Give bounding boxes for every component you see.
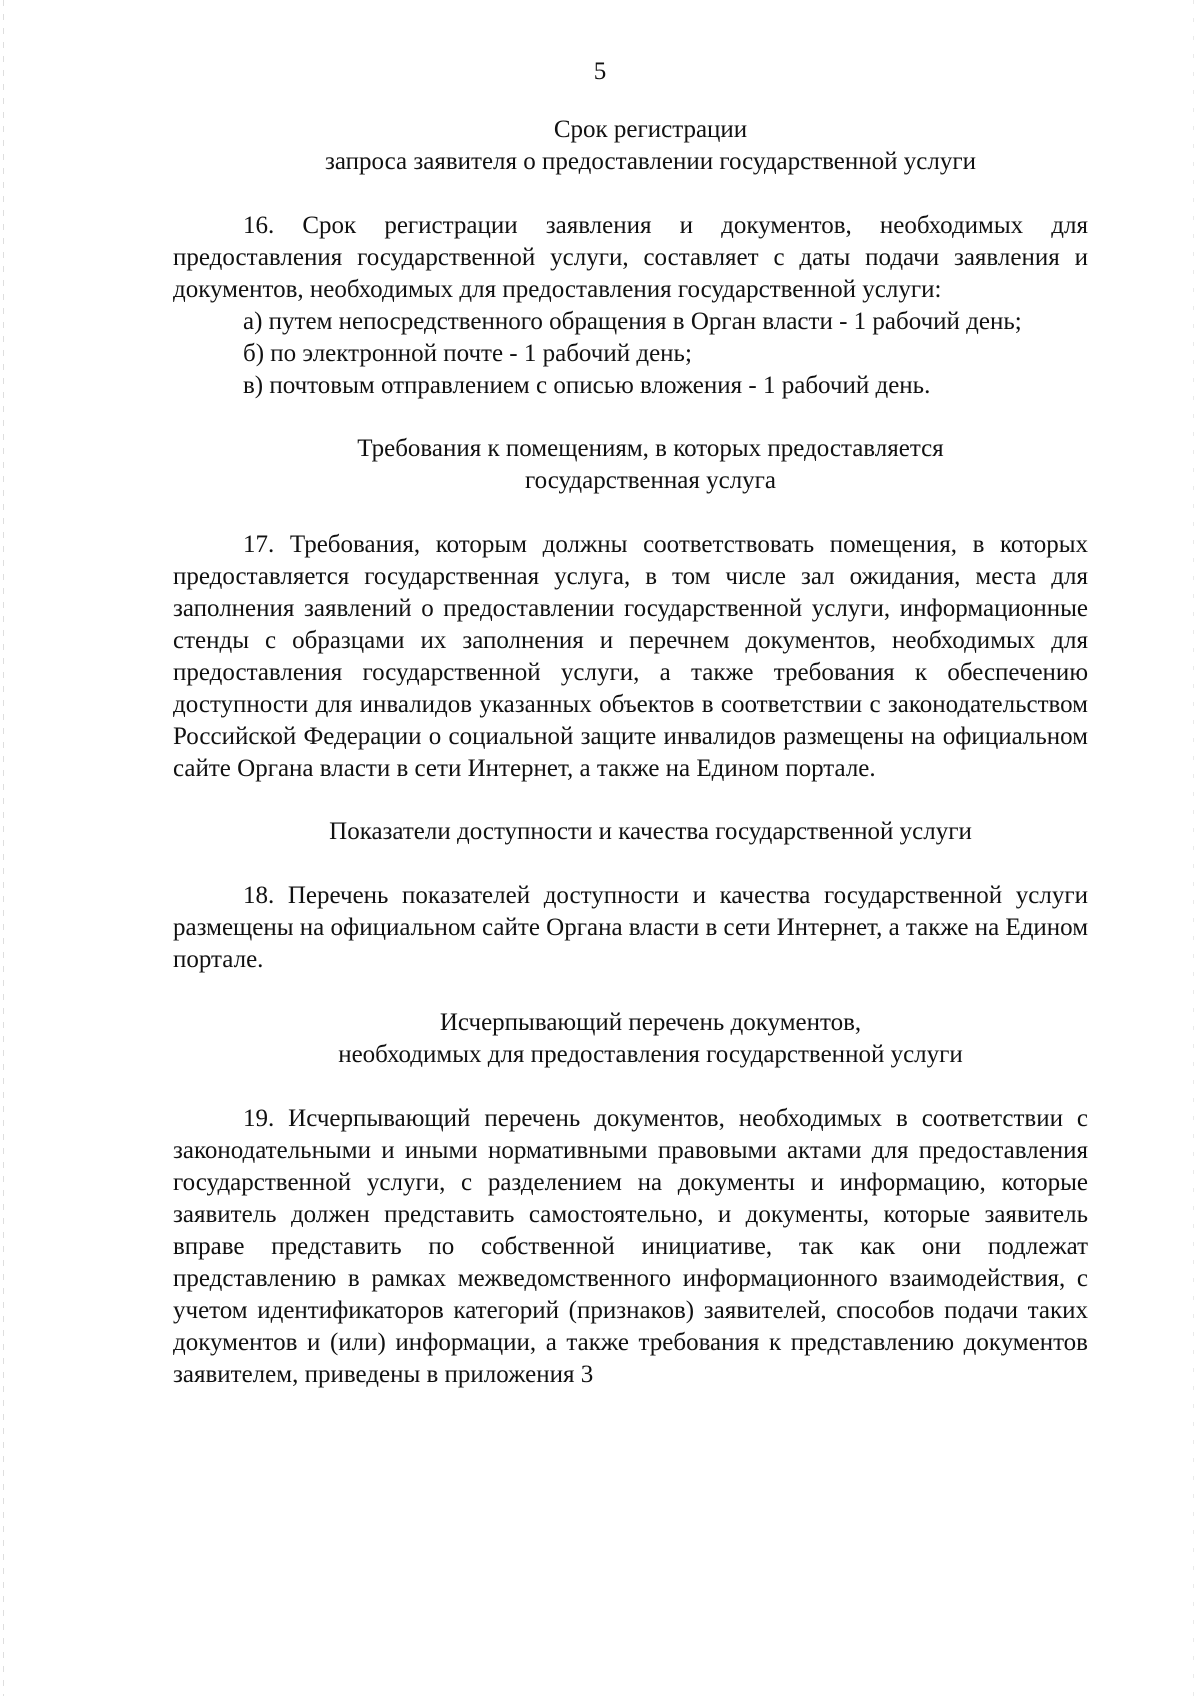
paragraph-18: 18. Перечень показателей доступности и качества государственной услуги размещены на официальном сайте Органа власти в сети Интернет, а также на Едином портале. bbox=[173, 882, 1089, 973]
page-number: 5 bbox=[593, 58, 607, 85]
section-heading-documents-list bbox=[173, 1007, 1088, 1071]
list-item-a: а) путем непосредственного обращения в Орган власти - 1 рабочий день; bbox=[243, 308, 1022, 335]
paragraph-16: 16. Срок регистрации заявления и документов, необходимых для предоставления государственной услуги, составляет с даты подачи заявления и документов, необходимых для предоставления государственной услуги: bbox=[173, 212, 1088, 303]
paragraph-17: 17. Требования, которым должны соответствовать помещения, в которых предоставляется государственная услуга, в том числе зал ожидания, места для заполнения заявлений о предоставлении государственной услуги, информационные стенды с образцами их заполнения и перечнем документов, необходимых для предоставления государственной услуги, а также требования к обеспечению доступности для инвалидов указанных объектов в соответствии с законодательством Российской Федерации о социальной защите инвалидов размещены на официальном сайте Органа власти в сети Интернет, а также на Едином портале. bbox=[173, 531, 1088, 782]
heading-line: Показатели доступности и качества государственной услуги bbox=[329, 818, 972, 845]
heading-line: необходимых для предоставления государственной услуги bbox=[338, 1041, 963, 1068]
heading-line: Срок регистрации bbox=[553, 116, 748, 143]
list-item-b: б) по электронной почте - 1 рабочий день; bbox=[243, 340, 692, 367]
section-heading-registration-term bbox=[173, 114, 1088, 178]
heading-line: Требования к помещениям, в которых предоставляется bbox=[357, 435, 944, 462]
scan-edge-right bbox=[1193, 0, 1194, 1696]
section-heading-premises bbox=[173, 433, 1088, 497]
section-heading-quality-indicators bbox=[173, 816, 1088, 848]
heading-line: Исчерпывающий перечень документов, bbox=[439, 1009, 862, 1036]
document-body bbox=[173, 114, 1088, 1391]
heading-line: запроса заявителя о предоставлении государственной услуги bbox=[324, 148, 976, 175]
paragraph-19: 19. Исчерпывающий перечень документов, необходимых в соответствии с законодательными и иными нормативными правовыми актами для предоставления государственной услуги, с разделением на документы и информацию, которые заявитель должен представить самостоятельно, и документы, которые заявитель вправе представить по собственной инициативе, так как они подлежат представлению в рамках межведомственного информационного взаимодействия, с учетом идентификаторов категорий (признаков) заявителей, способов подачи таких документов и (или) информации, а также требования к представлению документов заявителем, приведены в приложения 3 bbox=[173, 1105, 1088, 1388]
heading-line: государственная услуга bbox=[524, 467, 777, 494]
list-item-c: в) почтовым отправлением с описью вложения - 1 рабочий день. bbox=[243, 372, 931, 399]
scan-edge-left bbox=[3, 0, 4, 1696]
